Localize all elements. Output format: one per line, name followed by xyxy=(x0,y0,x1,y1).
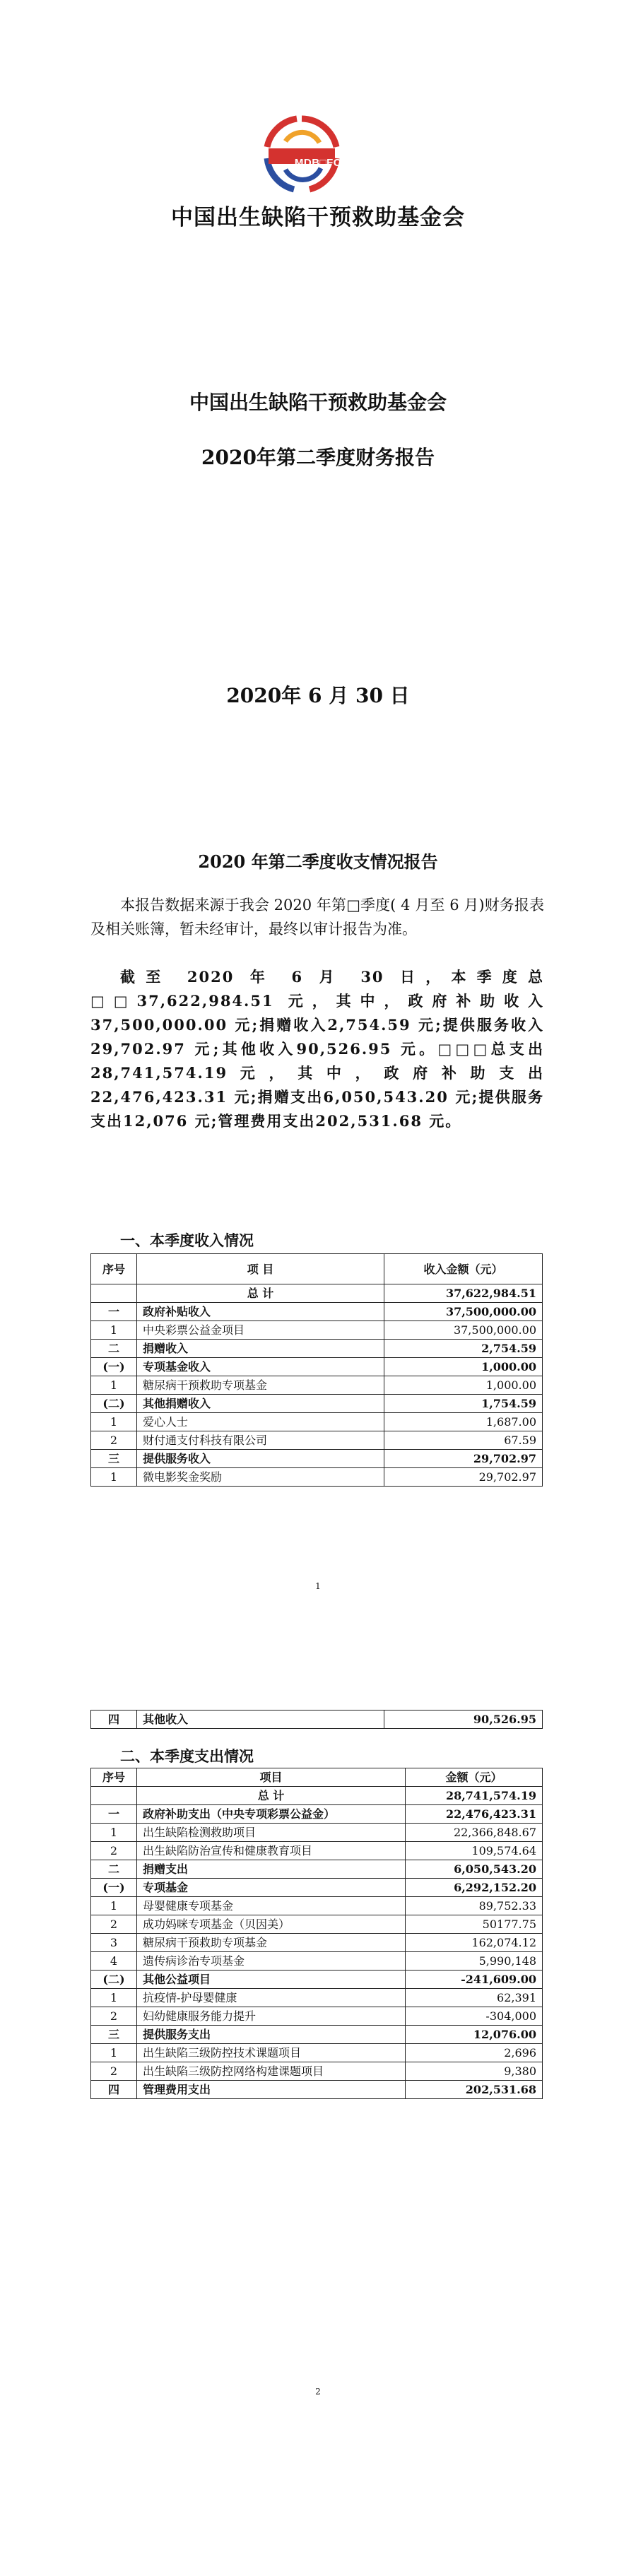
report-title: 2020年第二季度财务报告 xyxy=(201,446,435,469)
row-item: 成功妈咪专项基金（贝因美） xyxy=(137,1915,406,1934)
row-no: (二) xyxy=(91,1395,137,1413)
expense-heading: 二、本季度支出情况 xyxy=(120,1747,254,1765)
row-item: 妇幼健康服务能力提升 xyxy=(137,2007,406,2026)
table-row xyxy=(91,1340,543,1358)
row-item: 其他捐赠收入 xyxy=(137,1395,384,1413)
row-no: 1 xyxy=(91,1824,137,1842)
row-no: 2 xyxy=(91,1431,137,1450)
header-amount: 收入金额（元） xyxy=(384,1254,543,1284)
row-item: 爱心人士 xyxy=(137,1413,384,1431)
table-row xyxy=(91,1879,543,1897)
row-amount: 1,000.00 xyxy=(384,1376,543,1395)
row-amount: 50177.75 xyxy=(406,1915,543,1934)
row-amount: 9,380 xyxy=(406,2062,543,2081)
row-amount: 37,500,000.00 xyxy=(384,1303,543,1321)
table-row xyxy=(91,1284,543,1303)
row-no: (一) xyxy=(91,1879,137,1897)
row-no: 四 xyxy=(91,2081,137,2099)
header-amount: 金额（元） xyxy=(406,1768,543,1787)
table-row xyxy=(91,2026,543,2044)
table-row xyxy=(91,1952,543,1971)
row-item: 总 计 xyxy=(137,1787,406,1805)
foundation-logo xyxy=(260,113,343,196)
table-row xyxy=(91,2062,543,2081)
row-item: 微电影奖金奖励 xyxy=(137,1468,384,1487)
row-no: 四 xyxy=(91,1711,137,1729)
logo-text: MDB□FC xyxy=(294,157,342,169)
table-row xyxy=(91,1860,543,1879)
table-row xyxy=(91,1358,543,1376)
row-item: 糖尿病干预救助专项基金 xyxy=(137,1376,384,1395)
row-item: 出生缺陷三级防控网络构建课题项目 xyxy=(137,2062,406,2081)
row-amount: 1,754.59 xyxy=(384,1395,543,1413)
row-item: 出生缺陷防治宣传和健康教育项目 xyxy=(137,1842,406,1860)
row-item: 出生缺陷检测救助项目 xyxy=(137,1824,406,1842)
row-no: 三 xyxy=(91,1450,137,1468)
table-row xyxy=(91,2007,543,2026)
income-heading: 一、本季度收入情况 xyxy=(120,1231,254,1249)
row-item: 总 计 xyxy=(137,1284,384,1303)
row-no xyxy=(91,1787,137,1805)
row-amount: 162,074.12 xyxy=(406,1934,543,1952)
row-no: 一 xyxy=(91,1805,137,1824)
row-amount: 67.59 xyxy=(384,1431,543,1450)
header-no: 序号 xyxy=(91,1768,137,1787)
table-row xyxy=(91,1395,543,1413)
row-no: 二 xyxy=(91,1860,137,1879)
row-item: 其他收入 xyxy=(137,1711,384,1729)
table-row xyxy=(91,1824,543,1842)
table-row xyxy=(91,1468,543,1487)
table-header-row xyxy=(91,1768,543,1787)
row-amount: 22,476,423.31 xyxy=(406,1805,543,1824)
row-item: 财付通支付科技有限公司 xyxy=(137,1431,384,1450)
row-item: 政府补贴收入 xyxy=(137,1303,384,1321)
row-no: 1 xyxy=(91,2044,137,2062)
row-item: 提供服务支出 xyxy=(137,2026,406,2044)
row-amount: 28,741,574.19 xyxy=(406,1787,543,1805)
row-amount: 37,500,000.00 xyxy=(384,1321,543,1340)
report-date: 2020年 6 月 30 日 xyxy=(226,684,410,707)
row-no: 1 xyxy=(91,1376,137,1395)
table-row xyxy=(91,1805,543,1824)
table-row xyxy=(91,1934,543,1952)
page-number-2: 2 xyxy=(315,2387,321,2397)
table-row xyxy=(91,1431,543,1450)
row-no: 1 xyxy=(91,1468,137,1487)
row-amount: 2,696 xyxy=(406,2044,543,2062)
row-amount: 1,687.00 xyxy=(384,1413,543,1431)
row-item: 出生缺陷三级防控技术课题项目 xyxy=(137,2044,406,2062)
row-no: 2 xyxy=(91,1915,137,1934)
org-calligraphy: 中国出生缺陷干预救助基金会 xyxy=(171,205,465,230)
row-no: (二) xyxy=(91,1971,137,1989)
row-amount: 109,574.64 xyxy=(406,1842,543,1860)
row-amount: 5,990,148 xyxy=(406,1952,543,1971)
page-number-1: 1 xyxy=(315,1581,321,1591)
table-row xyxy=(91,1915,543,1934)
table-row xyxy=(91,1321,543,1340)
header-item: 项 目 xyxy=(137,1254,384,1284)
row-item: 政府补助支出（中央专项彩票公益金） xyxy=(137,1805,406,1824)
row-no: 二 xyxy=(91,1340,137,1358)
row-no: (一) xyxy=(91,1358,137,1376)
table-row xyxy=(91,1787,543,1805)
row-no: 1 xyxy=(91,1321,137,1340)
row-item: 母婴健康专项基金 xyxy=(137,1897,406,1915)
table-row xyxy=(91,1303,543,1321)
row-no: 3 xyxy=(91,1934,137,1952)
row-item: 捐赠收入 xyxy=(137,1340,384,1358)
row-amount: -304,000 xyxy=(406,2007,543,2026)
row-amount: 6,050,543.20 xyxy=(406,1860,543,1879)
row-no: 1 xyxy=(91,1413,137,1431)
row-no: 2 xyxy=(91,2062,137,2081)
row-no: 2 xyxy=(91,1842,137,1860)
row-amount: 6,292,152.20 xyxy=(406,1879,543,1897)
table-row xyxy=(91,1842,543,1860)
table-row xyxy=(91,1897,543,1915)
row-item: 其他公益项目 xyxy=(137,1971,406,1989)
row-no: 4 xyxy=(91,1952,137,1971)
row-item: 遗传病诊治专项基金 xyxy=(137,1952,406,1971)
row-item: 糖尿病干预救助专项基金 xyxy=(137,1934,406,1952)
income-table xyxy=(90,1253,543,1487)
row-item: 中央彩票公益金项目 xyxy=(137,1321,384,1340)
row-item: 管理费用支出 xyxy=(137,2081,406,2099)
row-no: 2 xyxy=(91,2007,137,2026)
summary-paragraph: 截至 2020 年 6 月 30 日，本季度总□□37,622,984.51 元，其中，政府补助收入 37,500,000.00 元;捐赠收入2,754.59 元;提供服务收入29,702.97 元;其他收入90,526.95 元。□□□总支出28,741,574.19元，其中，政府补助支出 22,476,423.31 元;捐赠支出6,050,543.20 元;提供服务支出12,076 元;管理费用支出202,531.68 元。 xyxy=(90,968,544,1130)
table-row xyxy=(91,1989,543,2007)
row-amount: 22,366,848.67 xyxy=(406,1824,543,1842)
row-amount: 90,526.95 xyxy=(384,1711,543,1729)
table-row xyxy=(91,1711,543,1729)
row-no: 三 xyxy=(91,2026,137,2044)
header-no: 序号 xyxy=(91,1254,137,1284)
table-row xyxy=(91,2081,543,2099)
row-no: 1 xyxy=(91,1897,137,1915)
row-item: 捐赠支出 xyxy=(137,1860,406,1879)
row-amount: 62,391 xyxy=(406,1989,543,2007)
intro-paragraph: 本报告数据来源于我会 2020 年第□季度( 4 月至 6 月)财务报表及相关账簿，暂未经审计，最终以审计报告为准。 xyxy=(90,897,544,938)
header-item: 项目 xyxy=(137,1768,406,1787)
income-table-continued xyxy=(90,1710,543,1729)
row-amount: -241,609.00 xyxy=(406,1971,543,1989)
table-row xyxy=(91,1376,543,1395)
table-row xyxy=(91,1971,543,1989)
org-name: 中国出生缺陷干预救助基金会 xyxy=(189,391,447,414)
row-no: 一 xyxy=(91,1303,137,1321)
row-item: 专项基金 xyxy=(137,1879,406,1897)
row-item: 提供服务收入 xyxy=(137,1450,384,1468)
row-item: 抗疫情-护母婴健康 xyxy=(137,1989,406,2007)
section-title: 2020 年第二季度收支情况报告 xyxy=(198,851,438,872)
row-item: 专项基金收入 xyxy=(137,1358,384,1376)
row-amount: 1,000.00 xyxy=(384,1358,543,1376)
row-amount: 202,531.68 xyxy=(406,2081,543,2099)
table-row xyxy=(91,1450,543,1468)
row-amount: 37,622,984.51 xyxy=(384,1284,543,1303)
table-row xyxy=(91,1413,543,1431)
row-amount: 2,754.59 xyxy=(384,1340,543,1358)
row-amount: 29,702.97 xyxy=(384,1468,543,1487)
row-no: 1 xyxy=(91,1989,137,2007)
expense-table xyxy=(90,1768,543,2099)
table-header-row xyxy=(91,1254,543,1284)
row-amount: 89,752.33 xyxy=(406,1897,543,1915)
row-amount: 29,702.97 xyxy=(384,1450,543,1468)
row-amount: 12,076.00 xyxy=(406,2026,543,2044)
row-no xyxy=(91,1284,137,1303)
table-row xyxy=(91,2044,543,2062)
